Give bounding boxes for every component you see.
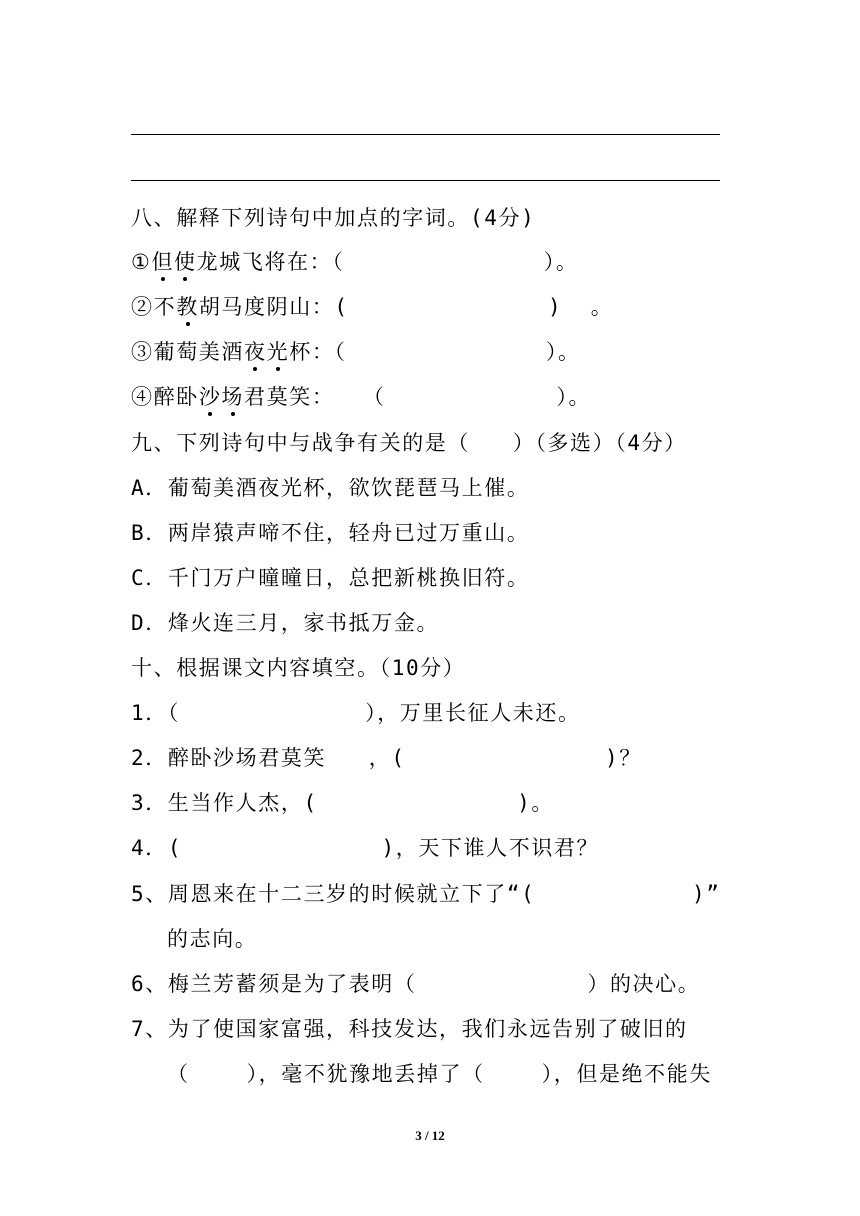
q8-item-2: ②不教胡马度阴山：( ) 。 [131,292,613,322]
q8-item-4: ④醉卧沙场君莫笑： （ ）。 [131,382,591,412]
dotted-char: 场 [221,382,244,412]
dotted-char: 使 [174,247,197,277]
q10-item-3: 3．生当作人杰，( )。 [131,791,554,815]
q10-item-6: 6、梅兰芳蓄须是为了表明（ ）的决心。 [131,972,701,996]
q9-option-b: B．两岸猿声啼不住，轻舟已过万重山。 [131,521,530,545]
q9-option-d: D．烽火连三月，家书抵万金。 [131,611,440,635]
answer-line-1 [131,134,720,135]
q9-option-c: C．千门万户曈曈日，总把新桃换旧符。 [131,566,530,590]
dotted-char: 光 [267,337,290,367]
q9-option-a: A．葡萄美酒夜光杯，欲饮琵琶马上催。 [131,476,530,500]
q8-title: 八、解释下列诗句中加点的字词。(4分) [131,206,536,230]
q10-title: 十、根据课文内容填空。（10分） [131,656,466,680]
dotted-char: 夜 [244,337,267,367]
q10-item-4: 4．( )，天下谁人不识君？ [131,836,600,860]
q10-item-5: 5、周恩来在十二三岁的时候就立下了“( )” [131,882,721,906]
answer-line-2 [131,180,720,181]
q10-item-1: 1．（ ），万里长征人未还。 [131,701,581,725]
q9-title: 九、下列诗句中与战争有关的是（ ）（多选）（4分） [131,431,687,455]
q8-item-1: ①但使龙城飞将在：（ ）。 [131,247,578,277]
dotted-char: 但 [151,247,174,277]
q10-item-5-cont: 的志向。 [167,927,258,951]
q8-item-3: ③葡萄美酒夜光杯：（ ）。 [131,337,581,367]
dotted-char: 教 [176,292,199,322]
q10-item-2: 2．醉卧沙场君莫笑 ，( )？ [131,746,642,770]
page-number: 3 / 12 [415,1128,445,1143]
dotted-char: 沙 [199,382,222,412]
q10-item-7: 7、为了使国家富强，科技发达，我们永远告别了破旧的 [131,1017,688,1041]
q10-item-7-cont: （ ），毫不犹豫地丢掉了（ ），但是绝不能失 [167,1062,712,1086]
